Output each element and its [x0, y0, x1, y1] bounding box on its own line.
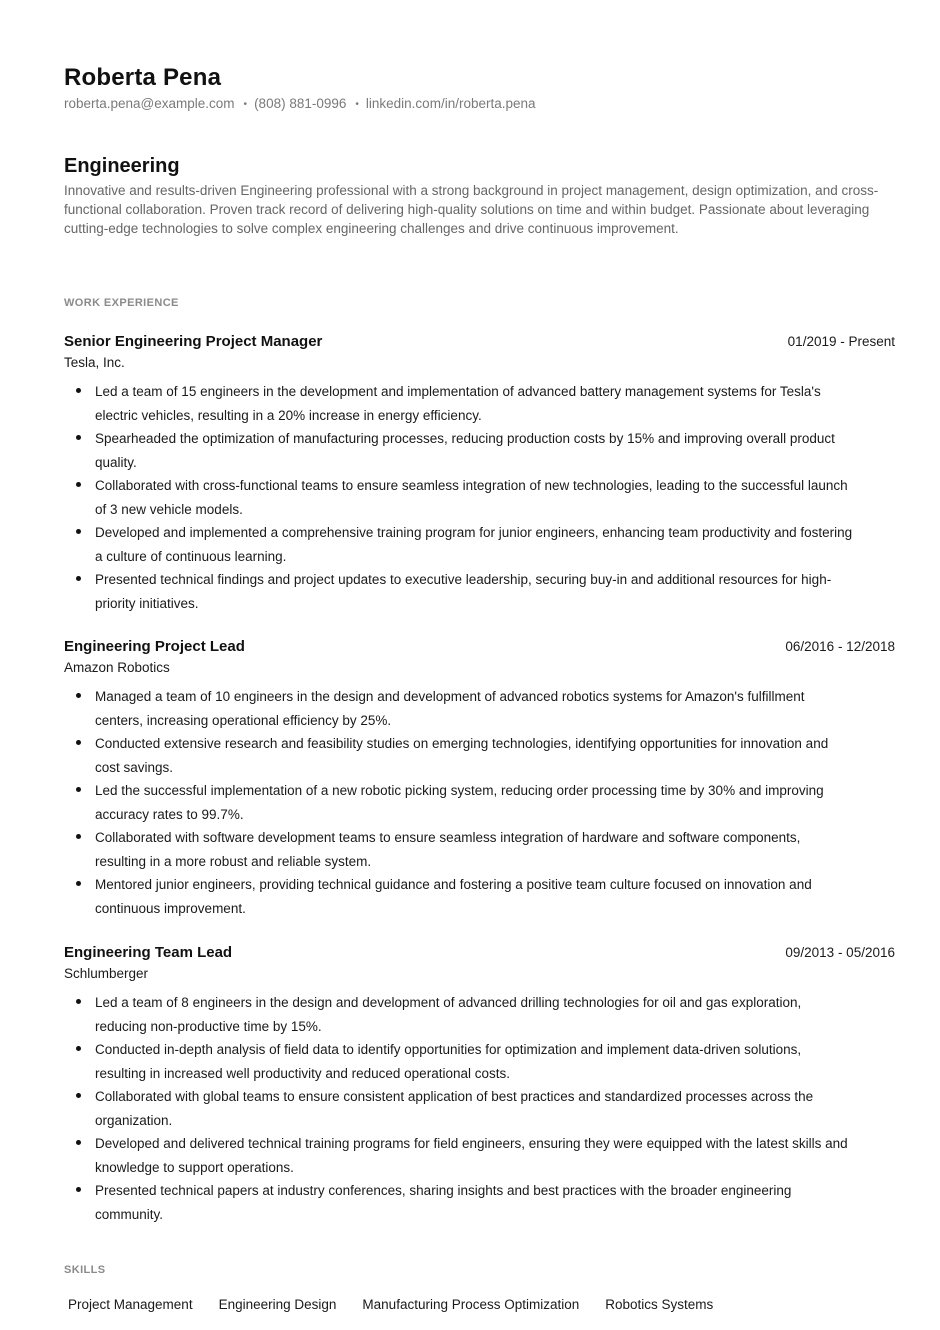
job-entry [64, 638, 895, 920]
summary-text: Innovative and results-driven Engineering professional with a strong background in project management, design optimization, and cross-functional collaboration. Proven track record of delivering high-quality solutions on time and within budget. Passionate about leveraging cutting-edge technologies to solve complex engineering challenges and drive continuous improvement. [64, 183, 879, 237]
phone-number[interactable]: (808) 881-0996 [254, 96, 347, 111]
separator-dot: • [355, 99, 359, 110]
bullet-item: Collaborated with cross-functional teams to ensure seamless integration of new technologies, leading to the successful launch of 3 new vehicle models. [64, 474, 895, 521]
job-dates: 09/2013 - 05/2016 [785, 945, 895, 960]
skill-item: Robotics Systems [605, 1297, 714, 1312]
bullet-item: Conducted in-depth analysis of field data to identify opportunities for optimization and implement data-driven solutions, resulting in increased well productivity and reduced operational costs. [64, 1038, 895, 1085]
linkedin-link[interactable]: linkedin.com/in/roberta.pena [365, 96, 536, 111]
job-entry [64, 333, 895, 615]
skills-list [68, 1297, 739, 1312]
bullet-item: Presented technical findings and project updates to executive leadership, securing buy-in and additional resources for high-priority initiatives. [64, 568, 895, 615]
section-title-work-experience: WORK EXPERIENCE [64, 297, 179, 309]
bullet-item: Developed and delivered technical training programs for field engineers, ensuring they were equipped with the latest skills and knowledge to support operations. [64, 1132, 895, 1179]
bullet-item: Developed and implemented a comprehensive training program for junior engineers, enhancing team productivity and fostering a culture of continuous learning. [64, 521, 895, 568]
job-bullets [64, 991, 895, 1226]
email-link[interactable]: roberta.pena@example.com [64, 96, 235, 111]
job-title: Engineering Project Lead [64, 638, 245, 655]
bullet-item: Collaborated with software development teams to ensure seamless integration of hardware and software components, resulting in a more robust and reliable system. [64, 826, 895, 873]
skill-item: Manufacturing Process Optimization [362, 1297, 580, 1312]
job-bullets [64, 380, 895, 615]
section-title-skills: SKILLS [64, 1264, 106, 1276]
bullet-item: Led a team of 15 engineers in the development and implementation of advanced battery management systems for Tesla's electric vehicles, resulting in a 20% increase in energy efficiency. [64, 380, 895, 427]
candidate-name: Roberta Pena [64, 64, 222, 91]
bullet-item: Collaborated with global teams to ensure consistent application of best practices and standardized processes across the organization. [64, 1085, 895, 1132]
job-dates: 01/2019 - Present [787, 334, 895, 349]
job-title: Senior Engineering Project Manager [64, 333, 323, 350]
bullet-item: Managed a team of 10 engineers in the design and development of advanced robotics systems for Amazon's fulfillment centers, increasing operational efficiency by 25%. [64, 685, 895, 732]
job-company: Tesla, Inc. [64, 355, 125, 370]
bullet-item: Led a team of 8 engineers in the design and development of advanced drilling technologies for oil and gas exploration, reducing non-productive time by 15%. [64, 991, 895, 1038]
bullet-item: Presented technical papers at industry conferences, sharing insights and best practices with the broader engineering community. [64, 1179, 895, 1226]
job-dates: 06/2016 - 12/2018 [785, 639, 895, 654]
job-title: Engineering Team Lead [64, 944, 233, 961]
skill-item: Engineering Design [218, 1297, 337, 1312]
bullet-item: Mentored junior engineers, providing technical guidance and fostering a positive team culture focused on innovation and continuous improvement. [64, 873, 895, 920]
job-bullets [64, 685, 895, 920]
bullet-item: Conducted extensive research and feasibility studies on emerging technologies, identifying opportunities for innovation and cost savings. [64, 732, 895, 779]
job-company: Schlumberger [64, 966, 149, 981]
bullet-item: Spearheaded the optimization of manufacturing processes, reducing production costs by 15% and improving overall product quality. [64, 427, 895, 474]
skill-item: Project Management [68, 1297, 193, 1312]
bullet-item: Led the successful implementation of a new robotic picking system, reducing order processing time by 30% and improving accuracy rates to 99.7%. [64, 779, 895, 826]
separator-dot: • [243, 99, 248, 110]
contact-line [64, 96, 536, 111]
job-entry [64, 944, 895, 1226]
headline: Engineering [64, 155, 180, 177]
job-company: Amazon Robotics [64, 660, 170, 675]
